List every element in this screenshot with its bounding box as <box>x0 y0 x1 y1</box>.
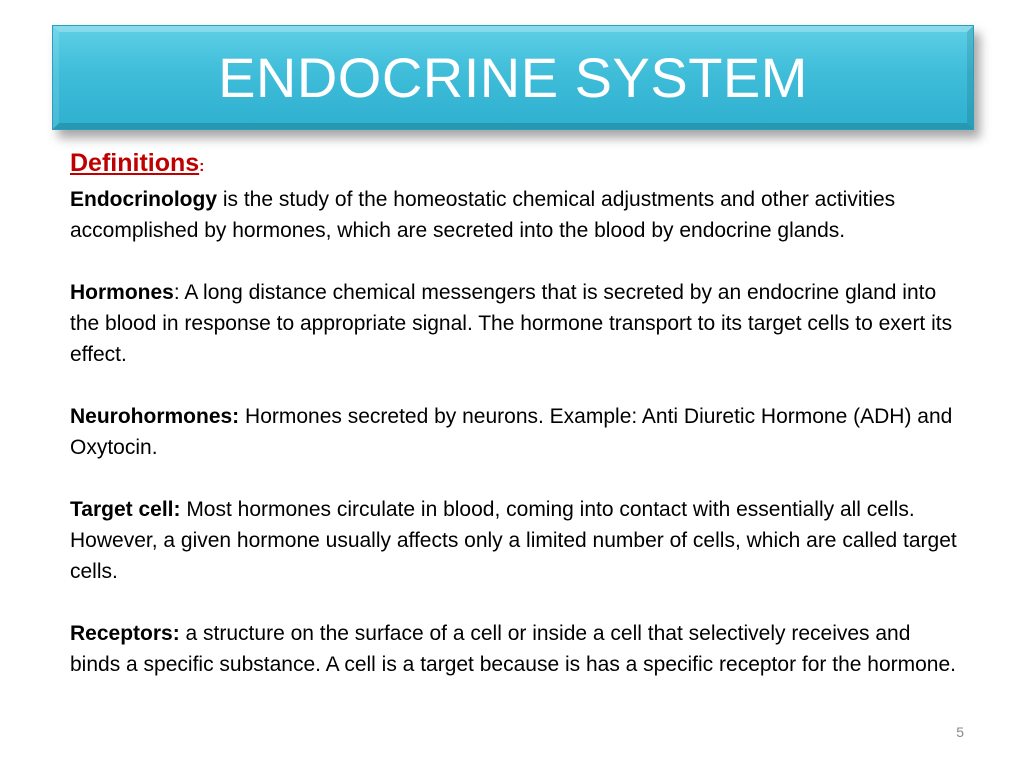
definition-endocrinology <box>70 184 960 246</box>
definition-receptors <box>70 618 960 680</box>
definition-text: Most hormones circulate in blood, coming into contact with essentially all cells. However, a given hormone usually affects only a limited number of cells, which are called target cells. <box>70 498 957 583</box>
definition-term: Target cell: <box>70 498 181 521</box>
definition-neurohormones <box>70 401 960 463</box>
definition-text: Hormones secreted by neurons. Example: Anti Diuretic Hormone (ADH) and Oxytocin. <box>70 405 953 459</box>
definition-target-cell <box>70 494 960 587</box>
definition-term: Hormones <box>70 281 174 304</box>
slide-number: 5 <box>956 724 964 740</box>
definition-term: Neurohormones: <box>70 405 240 428</box>
definitions-heading <box>70 146 960 184</box>
definition-term: Receptors: <box>70 622 180 645</box>
slide-content <box>70 146 960 711</box>
title-banner <box>52 25 974 130</box>
definitions-heading-word: Definitions <box>70 149 200 177</box>
definitions-heading-colon: : <box>199 158 205 175</box>
definition-text: is the study of the homeostatic chemical adjustments and other activities accomplished by hormones, which are secreted into the blood by endocrine glands. <box>70 188 896 242</box>
definition-hormones <box>70 277 960 370</box>
definition-text: a structure on the surface of a cell or inside a cell that selectively receives and binds a specific substance. A cell is a target because is has a specific receptor for the hormone. <box>70 622 956 676</box>
slide-title: ENDOCRINE SYSTEM <box>218 46 808 109</box>
definition-term: Endocrinology <box>70 188 217 211</box>
definition-text: : A long distance chemical messengers that is secreted by an endocrine gland into the blood in response to appropriate signal. The hormone transport to its target cells to exert its effect. <box>70 281 953 366</box>
